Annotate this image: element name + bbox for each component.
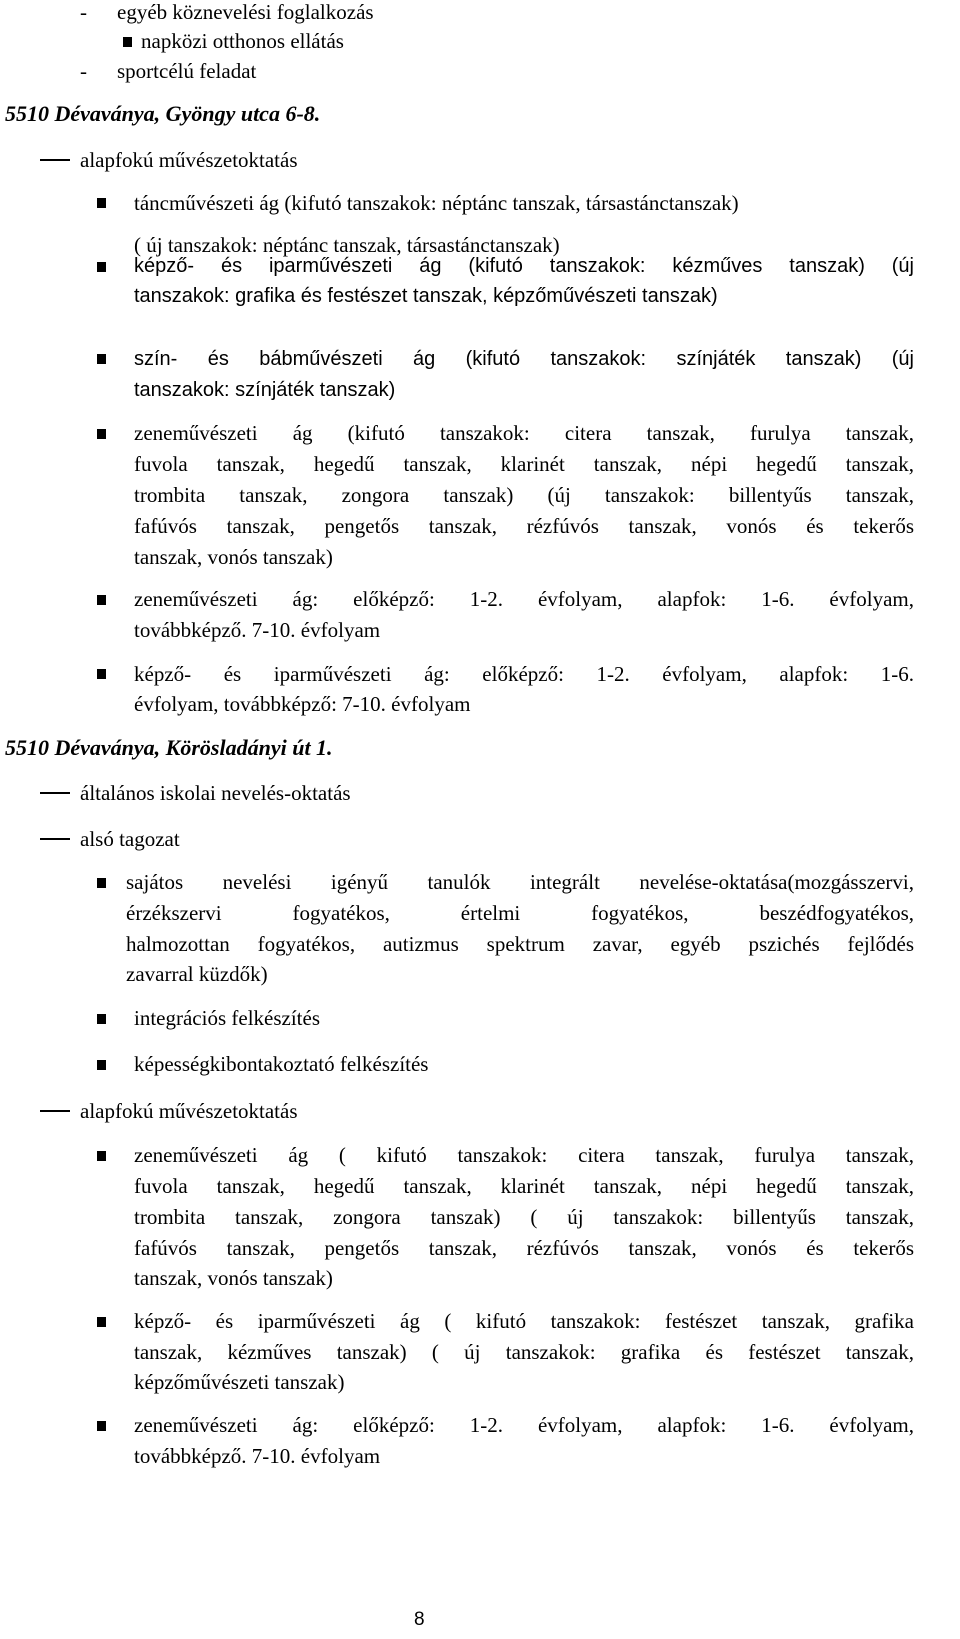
square-bullet-icon xyxy=(97,198,106,208)
list-item-music-grades-line: zeneművészeti ág: előképző: 1-2. évfolyam, alapfok: 1-6. évfolyam, xyxy=(134,1413,914,1437)
square-bullet-icon xyxy=(97,262,106,272)
list-item-visual-line: tanszakok: grafika és festészet tanszak, képzőművészeti tanszak) xyxy=(134,285,718,307)
address-heading: 5510 Dévaványa, Körösladányi út 1. xyxy=(5,735,333,760)
dash-bullet: - xyxy=(80,59,87,83)
list-item-visual-grades-line: képző- és iparművészeti ág: előképző: 1-2. évfolyam, alapfok: 1-6. xyxy=(134,662,914,686)
list-item-sen-line: halmozottan fogyatékos, autizmus spektrum zavar, egyéb pszichés fejlődés xyxy=(126,932,914,956)
list-item-music-line: fafúvós tanszak, pengetős tanszak, rézfúvós tanszak, vonós és tekerős xyxy=(134,514,914,538)
list-item-sport: sportcélú feladat xyxy=(117,59,257,83)
section-heading-basic-art: alapfokú művészetoktatás xyxy=(80,148,298,172)
square-bullet-icon xyxy=(97,669,106,679)
dash-bullet xyxy=(40,838,70,840)
square-bullet-icon xyxy=(97,1014,106,1024)
list-item-music-grades-line: zeneművészeti ág: előképző: 1-2. évfolyam, alapfok: 1-6. évfolyam, xyxy=(134,587,914,611)
list-item-visual-line: képzőművészeti tanszak) xyxy=(134,1370,345,1394)
square-bullet-icon xyxy=(97,1151,106,1161)
list-item-music-line: fuvola tanszak, hegedű tanszak, klarinét tanszak, népi hegedű tanszak, xyxy=(134,1174,914,1198)
list-item-ability: képességkibontakoztató felkészítés xyxy=(134,1052,429,1076)
square-bullet-icon xyxy=(97,1060,106,1070)
list-item-music-line: zeneművészeti ág (kifutó tanszakok: citera tanszak, furulya tanszak, xyxy=(134,421,914,445)
list-item-music-line: tanszak, vonós tanszak) xyxy=(134,545,333,569)
list-item-visual-grades-line: évfolyam, továbbképző: 7-10. évfolyam xyxy=(134,692,471,716)
list-item-visual-line: képző- és iparművészeti ág (kifutó tanszakok: kézműves tanszak) (új xyxy=(134,255,914,277)
list-item-integration: integrációs felkészítés xyxy=(134,1006,321,1030)
list-item-other-activity: egyéb köznevelési foglalkozás xyxy=(117,0,374,24)
square-bullet-icon xyxy=(97,878,106,888)
square-bullet-icon xyxy=(97,1317,106,1327)
square-bullet-icon xyxy=(123,37,132,47)
list-item-drama-line: szín- és bábművészeti ág (kifutó tanszakok: színjáték tanszak) (új xyxy=(134,348,914,370)
section-heading-lower-grade: alsó tagozat xyxy=(80,827,180,851)
list-item-music-line: trombita tanszak, zongora tanszak) ( új tanszakok: billentyűs tanszak, xyxy=(134,1205,914,1229)
section-heading-general-school: általános iskolai nevelés-oktatás xyxy=(80,781,351,805)
list-item-music-line: trombita tanszak, zongora tanszak) (új tanszakok: billentyűs tanszak, xyxy=(134,483,914,507)
list-item-dance: táncművészeti ág (kifutó tanszakok: néptánc tanszak, társastánctanszak) xyxy=(134,191,739,215)
page-number: 8 xyxy=(414,1609,425,1630)
square-bullet-icon xyxy=(97,429,106,439)
list-item-music-line: fafúvós tanszak, pengetős tanszak, rézfúvós tanszak, vonós és tekerős xyxy=(134,1236,914,1260)
list-item-day-care: napközi otthonos ellátás xyxy=(141,29,344,53)
list-item-drama-line: tanszakok: színjáték tanszak) xyxy=(134,379,396,401)
list-item-visual-line: tanszak, kézműves tanszak) ( új tanszakok: grafika és festészet tanszak, xyxy=(134,1340,914,1364)
list-item-music-line: fuvola tanszak, hegedű tanszak, klarinét tanszak, népi hegedű tanszak, xyxy=(134,452,914,476)
list-item-sen-line: érzékszervi fogyatékos, értelmi fogyatékos, beszédfogyatékos, xyxy=(126,901,914,925)
dash-bullet xyxy=(40,792,70,794)
list-item-music-grades-line: továbbképző. 7-10. évfolyam xyxy=(134,618,381,642)
list-item-music-grades-line: továbbképző. 7-10. évfolyam xyxy=(134,1444,381,1468)
address-heading: 5510 Dévaványa, Gyöngy utca 6-8. xyxy=(5,101,321,126)
square-bullet-icon xyxy=(97,354,106,364)
list-item-dance-new: ( új tanszakok: néptánc tanszak, társastánctanszak) xyxy=(134,233,560,257)
list-item-sen-line: sajátos nevelési igényű tanulók integrált nevelése-oktatása(mozgásszervi, xyxy=(126,870,914,894)
section-heading-basic-art: alapfokú művészetoktatás xyxy=(80,1099,298,1123)
dash-bullet: - xyxy=(80,0,87,24)
list-item-sen-line: zavarral küzdők) xyxy=(126,962,268,986)
list-item-music-line: tanszak, vonós tanszak) xyxy=(134,1266,333,1290)
dash-bullet xyxy=(40,1110,70,1112)
dash-bullet xyxy=(40,159,70,161)
square-bullet-icon xyxy=(97,595,106,605)
square-bullet-icon xyxy=(97,1421,106,1431)
list-item-music-line: zeneművészeti ág ( kifutó tanszakok: citera tanszak, furulya tanszak, xyxy=(134,1143,914,1167)
list-item-visual-line: képző- és iparművészeti ág ( kifutó tanszakok: festészet tanszak, grafika xyxy=(134,1309,914,1333)
